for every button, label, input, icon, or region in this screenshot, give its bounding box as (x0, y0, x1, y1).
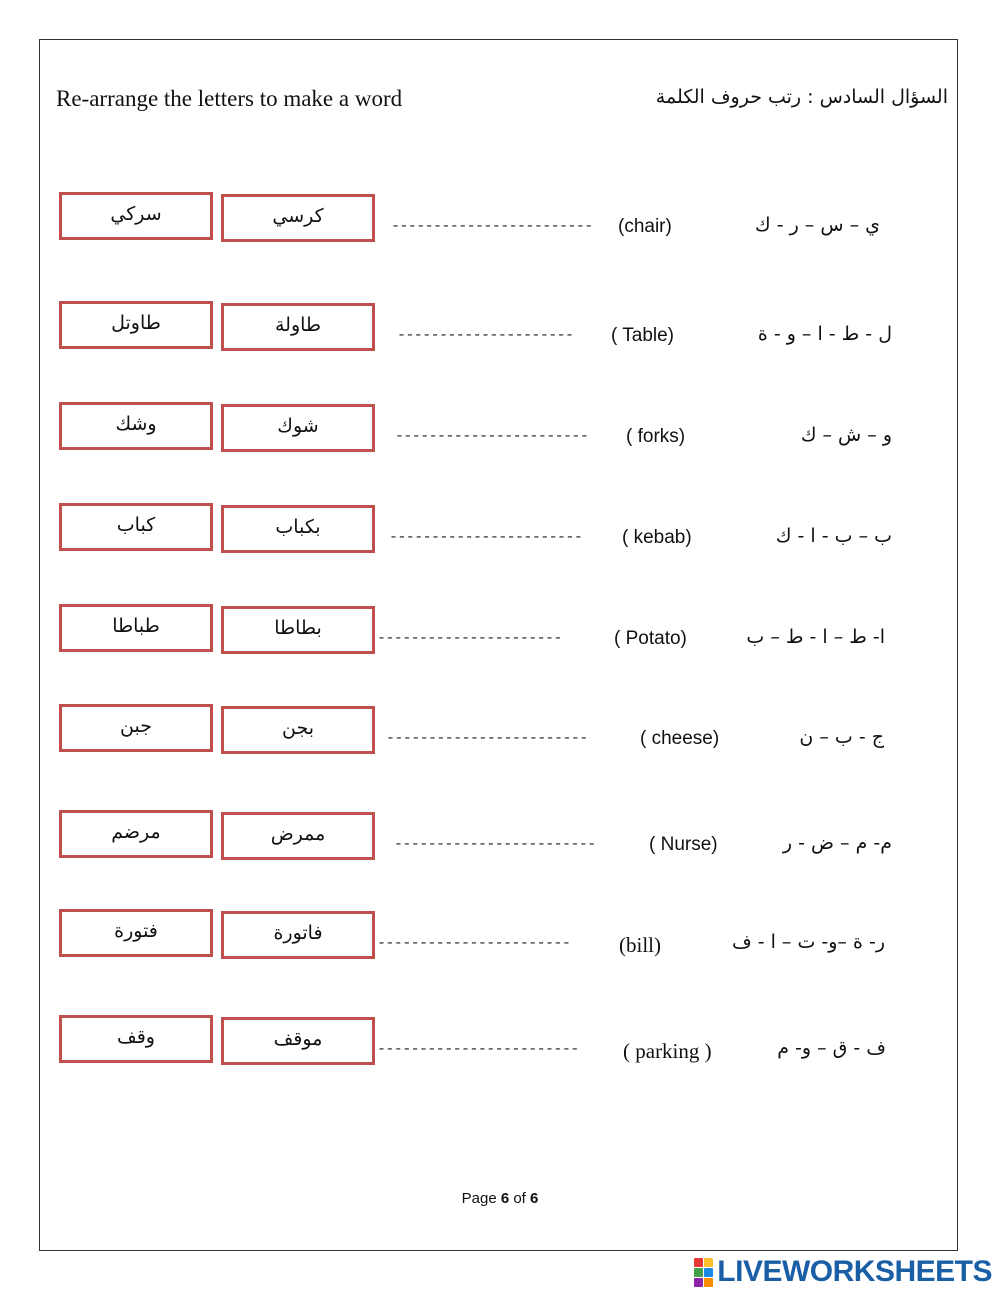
answer-option-box[interactable]: شوك (221, 404, 375, 452)
answer-option-box[interactable]: طاولة (221, 303, 375, 351)
scrambled-letters: ر- ة –و- ت – ا - ف (731, 931, 885, 953)
answer-option-box[interactable]: ممرض (221, 812, 375, 860)
english-hint: (chair) (618, 216, 672, 237)
question-row-5 (0, 604, 1000, 660)
english-hint: (bill) (619, 933, 661, 957)
scrambled-letters: ا- ط – ا - ط – ب (746, 626, 885, 648)
question-row-2 (0, 301, 1000, 357)
answer-option-box[interactable]: فتورة (59, 909, 213, 957)
scrambled-letters: م- م – ض - ر (782, 832, 892, 854)
question-row-6 (0, 704, 1000, 760)
liveworksheets-logo-icon (694, 1258, 713, 1287)
answer-option-box[interactable]: كباب (59, 503, 213, 551)
title-arabic: السؤال السادس : رتب حروف الكلمة (655, 86, 948, 108)
question-row-9 (0, 1015, 1000, 1071)
answer-option-box[interactable]: وشك (59, 402, 213, 450)
english-hint: ( forks) (626, 426, 686, 447)
answer-blank: ------------------------ (386, 730, 588, 747)
english-hint: ( cheese) (640, 728, 720, 749)
title-english: Re-arrange the letters to make a word (56, 86, 403, 111)
logo-tile (694, 1268, 703, 1277)
footer-prefix: Page (461, 1190, 501, 1207)
answer-option-box[interactable]: فاتورة (221, 911, 375, 959)
current-page-number: 6 (500, 1190, 510, 1207)
answer-option-box[interactable]: جبن (59, 704, 213, 752)
question-row-1 (0, 192, 1000, 248)
answer-blank: --------------------- (397, 327, 574, 344)
scrambled-letters: ف - ق – و- م (777, 1037, 886, 1059)
answer-option-box[interactable]: بجن (221, 706, 375, 754)
answer-option-box[interactable]: طاوتل (59, 301, 213, 349)
scrambled-letters: و – ش – ك (800, 424, 892, 446)
english-hint: ( parking ) (623, 1039, 712, 1063)
scrambled-letters: ل - ط - ا – و - ة (757, 323, 892, 345)
logo-tile (694, 1258, 703, 1267)
footer-middle: of (509, 1190, 531, 1207)
liveworksheets-brand (694, 1255, 992, 1289)
answer-blank: ----------------------- (395, 428, 589, 445)
english-hint: ( kebab) (622, 527, 692, 548)
question-row-8 (0, 909, 1000, 965)
question-row-4 (0, 503, 1000, 559)
question-row-7 (0, 810, 1000, 866)
logo-tile (704, 1268, 713, 1277)
scrambled-letters: ج - ب – ن (799, 726, 884, 748)
page-footer (0, 1190, 1000, 1207)
answer-option-box[interactable]: بطاطا (221, 606, 375, 654)
answer-blank: ----------------------- (389, 529, 583, 546)
answer-option-box[interactable]: سركي (59, 192, 213, 240)
logo-tile (704, 1258, 713, 1267)
scrambled-letters: ب – ب - ا - ك (775, 525, 892, 547)
answer-blank: ------------------------ (377, 1041, 579, 1058)
answer-option-box[interactable]: وقف (59, 1015, 213, 1063)
answer-blank: ------------------------ (391, 218, 593, 235)
answer-option-box[interactable]: بكباب (221, 505, 375, 553)
answer-option-box[interactable]: طباطا (59, 604, 213, 652)
answer-option-box[interactable]: كرسي (221, 194, 375, 242)
question-row-3 (0, 402, 1000, 458)
brand-name: LIVEWORKSHEETS (717, 1255, 992, 1288)
answer-option-box[interactable]: مرضم (59, 810, 213, 858)
answer-blank: ----------------------- (377, 935, 571, 952)
answer-blank: ---------------------- (377, 630, 562, 647)
scrambled-letters: ي – س – ر - ك (755, 214, 880, 236)
english-hint: ( Table) (611, 325, 675, 346)
logo-tile (704, 1278, 713, 1287)
answer-option-box[interactable]: موقف (221, 1017, 375, 1065)
total-page-number: 6 (530, 1190, 539, 1207)
english-hint: ( Nurse) (649, 834, 718, 855)
answer-blank: ------------------------ (394, 836, 596, 853)
english-hint: ( Potato) (614, 628, 687, 649)
logo-tile (694, 1278, 703, 1287)
